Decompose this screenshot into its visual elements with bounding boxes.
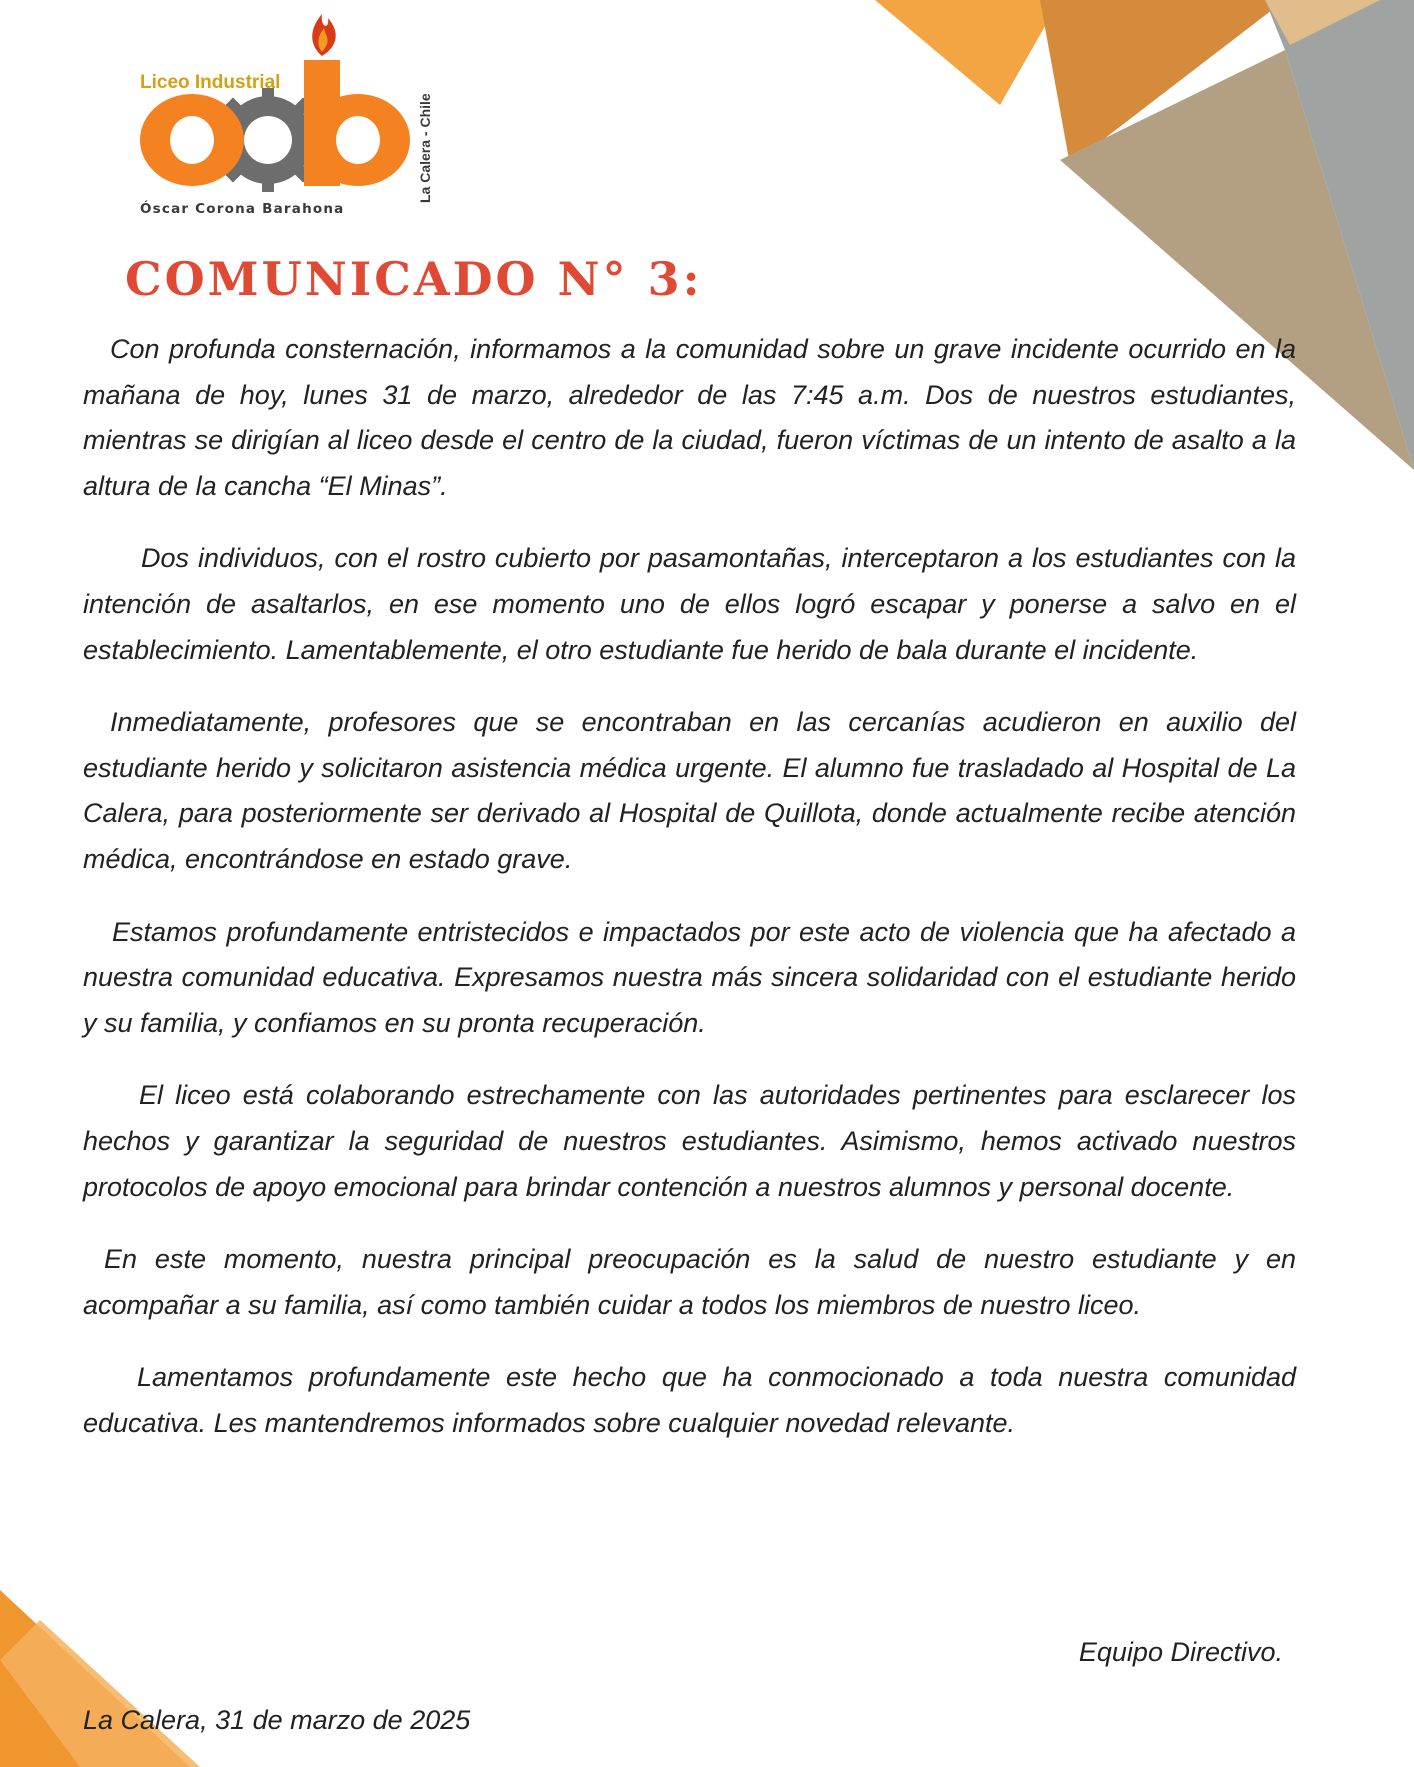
paragraph-5: El liceo está colaborando estrechamente con las autoridades pertinentes para esclarecer los hechos y garantizar la seguridad de nuestros estudiantes. Asimismo, hemos activado nuestros protocolos de apoyo emocional para brindar contención a nuestros alumnos y personal docente. <box>83 1080 1296 1202</box>
logo-bottom-text: Óscar Corona Barahona <box>140 201 345 217</box>
signature: Equipo Directivo. <box>1078 1637 1283 1667</box>
logo-side-text: La Calera - Chile <box>417 93 433 203</box>
paragraph-7: Lamentamos profundamente este hecho que ha conmocionado a toda nuestra comunidad educativa. Les mantendremos informados sobre cualquier novedad relevante. <box>83 1362 1296 1438</box>
paragraph-4: Estamos profundamente entristecidos e impactados por este acto de violencia que ha afectado a nuestra comunidad educativa. Expresamos nuestra más sincera solidaridad con el estudiante herido y su familia, y confiamos en su pronta recuperación. <box>83 916 1296 1038</box>
page-title: COMUNICADO N° 3: <box>125 252 703 306</box>
top-orange-triangle <box>875 0 1060 105</box>
communique-body <box>83 327 1296 1473</box>
logo-top-text: Liceo Industrial <box>140 72 281 93</box>
paragraph-1: Con profunda consternación, informamos a la comunidad sobre un grave incidente ocurrido en la mañana de hoy, lunes 31 de marzo, alrededor de las 7:45 a.m. Dos de nuestros estudiantes, mientras se dirigían al liceo desde el centro de la ciudad, fueron víctimas de un intento de asalto a la altura de la cancha “El Minas”. <box>83 334 1296 501</box>
paragraph-2: Dos individuos, con el rostro cubierto por pasamontañas, interceptaron a los estudiantes con la intención de asaltarlos, en ese momento uno de ellos logró escapar y ponerse a salvo en el establecimiento. Lamentablemente, el otro estudiante fue herido de bala durante el incidente. <box>83 543 1296 665</box>
paragraph-6: En este momento, nuestra principal preocupación es la salud de nuestro estudiante y en acompañar a su familia, así como también cuidar a todos los miembros de nuestro liceo. <box>83 1244 1296 1320</box>
dateline: La Calera, 31 de marzo de 2025 <box>83 1705 471 1735</box>
school-logo <box>130 8 440 223</box>
paragraph-3: Inmediatamente, profesores que se encontraban en las cercanías acudieron en auxilio del estudiante herido y solicitaron asistencia médica urgente. El alumno fue trasladado al Hospital de La Calera, para posteriormente ser derivado al Hospital de Quillota, donde actualmente recibe atención médica, encontrándose en estado grave. <box>83 707 1296 874</box>
